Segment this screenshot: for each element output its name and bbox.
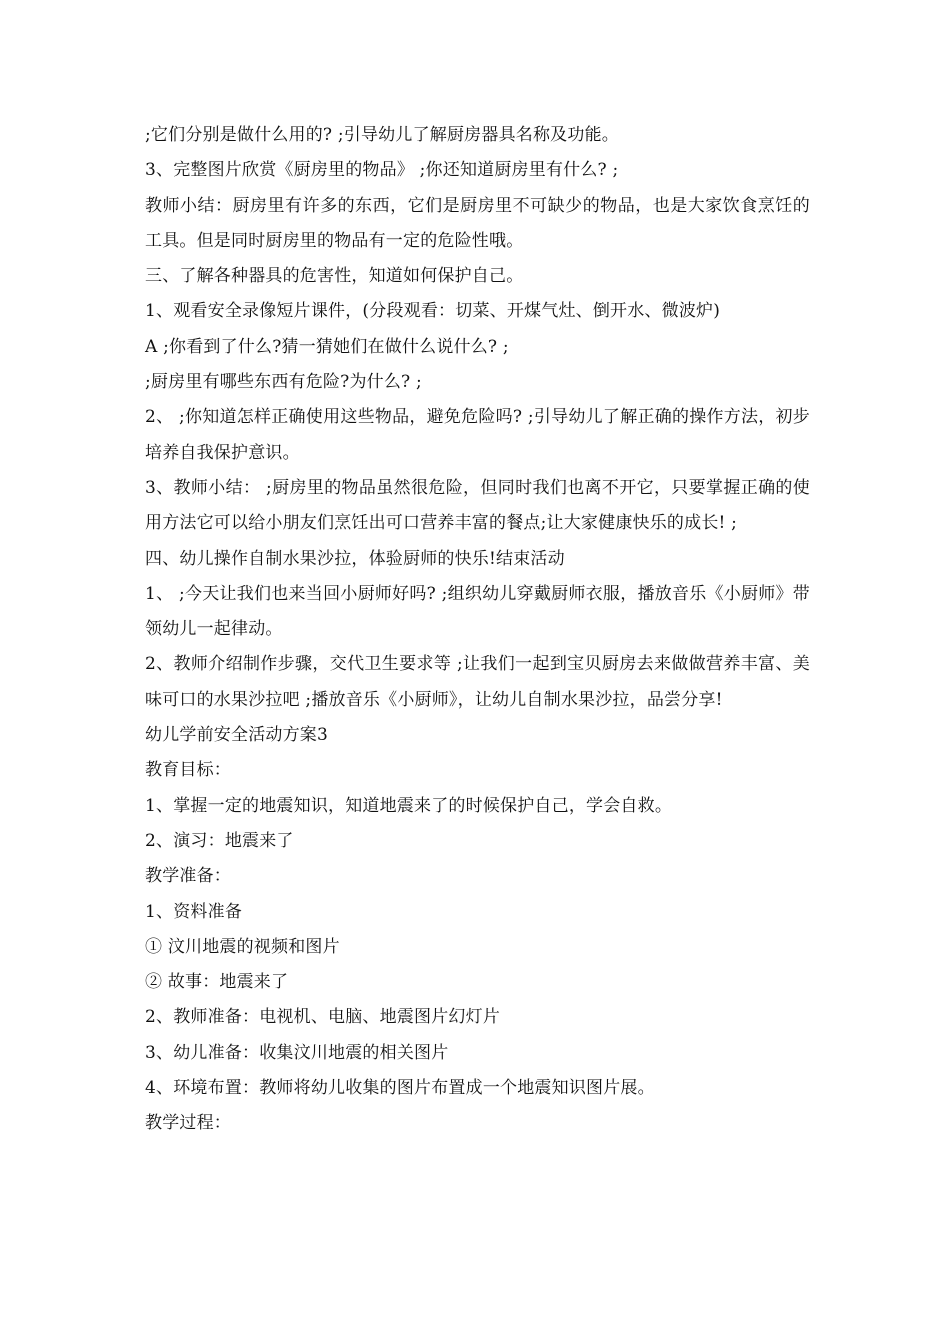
paragraph: 教师小结：厨房里有许多的东西，它们是厨房里不可缺少的物品，也是大家饮食烹饪的工具。但是同时厨房里的物品有一定的危险性哦。 <box>145 195 810 251</box>
paragraph: 2、 ;你知道怎样正确使用这些物品，避免危险吗? ;引导幼儿了解正确的操作方法，初步培养自我保护意识。 <box>145 407 810 463</box>
section-heading: 三、了解各种器具的危害性，知道如何保护自己。 <box>145 266 524 287</box>
paragraph: 2、教师介绍制作步骤，交代卫生要求等 ;让我们一起到宝贝厨房去来做做营养丰富、美味可口的水果沙拉吧 ;播放音乐《小厨师》，让幼儿自制水果沙拉，品尝分享! <box>145 654 810 710</box>
paragraph: 3、幼儿准备：收集汶川地震的相关图片 <box>145 1042 449 1063</box>
paragraph: 1、掌握一定的地震知识，知道地震来了的时候保护自己，学会自救。 <box>145 795 673 816</box>
paragraph: 3、教师小结： ;厨房里的物品虽然很危险，但同时我们也离不开它，只要掌握正确的使用方法它可以给小朋友们烹饪出可口营养丰富的餐点;让大家健康快乐的成长! ; <box>145 477 810 534</box>
paragraph: 4、环境布置：教师将幼儿收集的图片布置成一个地震知识图片展。 <box>145 1078 655 1099</box>
list-item: ① 汶川地震的视频和图片 <box>145 936 340 957</box>
document-body <box>145 118 810 1142</box>
paragraph: 1、观看安全录像短片课件，(分段观看：切菜、开煤气灶、倒开水、微波炉) <box>145 301 721 322</box>
paragraph: 1、 ;今天让我们也来当回小厨师好吗? ;组织幼儿穿戴厨师衣服，播放音乐《小厨师》带领幼儿一起律动。 <box>145 583 810 640</box>
paragraph: ;厨房里有哪些东西有危险?为什么? ; <box>145 372 422 393</box>
section-heading: 教育目标： <box>145 760 231 781</box>
list-item: ② 故事：地震来了 <box>145 972 289 993</box>
paragraph: 2、演习：地震来了 <box>145 830 294 851</box>
paragraph: 2、教师准备：电视机、电脑、地震图片幻灯片 <box>145 1007 501 1028</box>
paragraph: 1、资料准备 <box>145 901 243 922</box>
section-heading: 教学准备： <box>145 866 231 887</box>
paragraph: A ;你看到了什么?猜一猜她们在做什么说什么? ; <box>145 336 509 357</box>
document-title: 幼儿学前安全活动方案3 <box>145 725 329 746</box>
paragraph: 3、完整图片欣赏《厨房里的物品》 ;你还知道厨房里有什么? ; <box>145 160 619 181</box>
section-heading: 四、幼儿操作自制水果沙拉，体验厨师的快乐!结束活动 <box>145 548 565 569</box>
section-heading: 教学过程： <box>145 1113 231 1134</box>
paragraph: ;它们分别是做什么用的? ;引导幼儿了解厨房器具名称及功能。 <box>145 125 619 145</box>
